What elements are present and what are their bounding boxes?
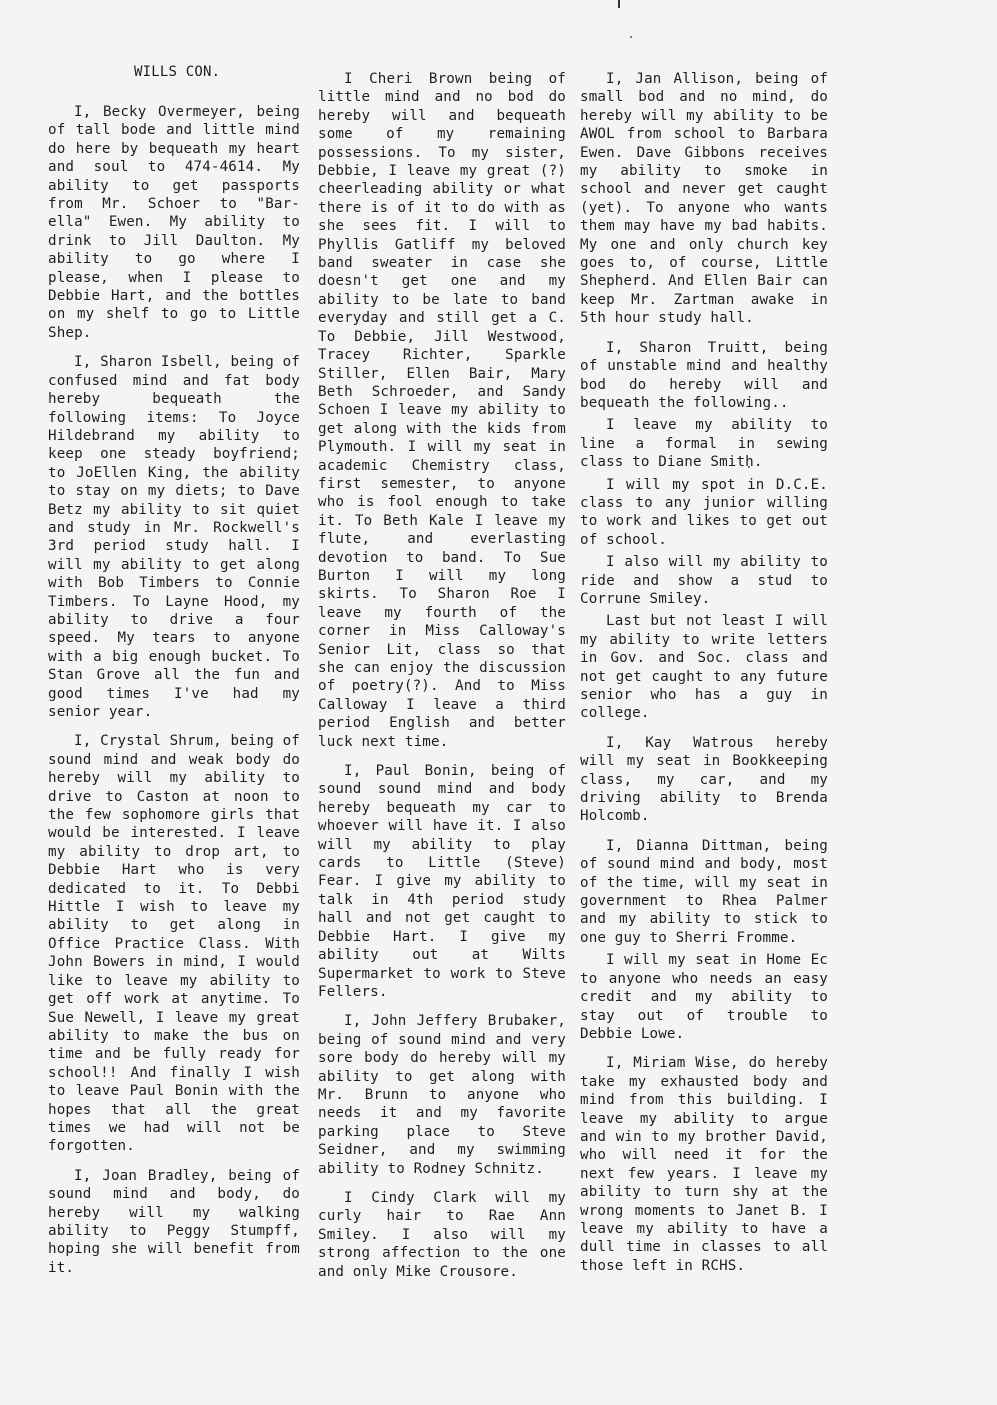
will-paragraph: Last but not least I will my ability to write letters in Gov. and Soc. class and not get caught to any future senior who has a guy in college.: [580, 613, 828, 722]
will-paragraph: I Cheri Brown being of little mind and no bod do hereby will and bequeath some of my remaining possessions. To my sister, Debbie, I leave my great (?) cheerleading ability or what there is of it to do with as she sees fit. I will to Phyllis Gatliff my beloved band sweater in case she doesn't get one and my ability to be late to band everyday and still get a C. To Debbie, Jill Westwood, Tracey Richter, Sparkle Stiller, Ellen Bair, Mary Beth Schroeder, and Sandy Schoen I leave my ability to get along with the kids from Plymouth. I will my seat in academic Chemistry class, first semester, to anyone who is fool enough to take it. To Beth Kale I leave my flute, and everlasting devotion to band. To Sue Burton I will my long skirts. To Sharon Roe I leave my fourth of the corner in Miss Calloway's Senior Lit, class so that she can enjoy the discussion of poetry(?). And to Miss Calloway I leave a third period English and better luck next time.: [318, 71, 566, 750]
will-paragraph: I Cindy Clark will my curly hair to Rae Ann Smiley. I also will my strong affection to the one and only Mike Crousore.: [318, 1189, 566, 1280]
will-paragraph: I will my seat in Home Ec to anyone who needs an easy credit and my ability to stay out of trouble to Debbie Lowe.: [580, 952, 828, 1042]
will-paragraph: I, Dianna Dittman, being of sound mind and body, most of the time, will my seat in government to Rhea Palmer and my ability to stick to one guy to Sherri Fromme.: [580, 837, 828, 946]
will-paragraph: I, Jan Allison, being of small bod and no mind, do hereby will my ability to be AWOL from school to Barbara Ewen. Dave Gibbons receives my ability to smoke in school and never get caught (yet). To anyone who wants them may have my bad habits. My one and only church key goes to, of course, Little Shepherd. And Ellen Bair can keep Mr. Zartman awake in 5th hour study hall.: [580, 71, 828, 327]
column-2: [318, 58, 566, 1292]
will-paragraph: I, Sharon Truitt, being of unstable mind and healthy bod do hereby will and bequeath the following..: [580, 339, 828, 411]
page-heading: WILLS CON.: [134, 64, 221, 80]
will-paragraph: I, Miriam Wise, do hereby take my exhausted body and mind from this building. I leave my ability to argue and win to my brother David, who will need it for the next few years. I leave my ability to turn shy at the wrong moments to Janet B. I leave my ability to have a dull time in classes to all those left in RCHS.: [580, 1055, 828, 1274]
will-paragraph: I, Paul Bonin, being of sound sound mind and body hereby bequeath my car to whoever will have it. I also will my ability to play cards to Little (Steve) Fear. I give my ability to talk in 4th period study hall and not get caught to Debbie Hart. I give my ability out at Wilts Supermarket to work to Steve Fellers.: [318, 763, 566, 1000]
column-1: [48, 58, 300, 1288]
will-paragraph: I leave my ability to line a formal in sewing class to Diane Smith.: [580, 417, 828, 471]
will-paragraph: I, Joan Bradley, being of sound mind and body, do hereby will my walking ability to Peggy Stumpff, hoping she will benefit from it.: [48, 1167, 300, 1276]
scan-mark: [618, 0, 620, 8]
column-3: [580, 58, 828, 1286]
will-paragraph: I, John Jeffery Brubaker, being of sound mind and very sore body do hereby will my ability to get along with Mr. Brunn to anyone who needs it and my favorite parking place to Steve Seidner, and my swimming ability to Rodney Schnitz.: [318, 1013, 566, 1177]
will-paragraph: I, Crystal Shrum, being of sound mind and weak body do hereby will my ability to drive to Caston at noon to the few sophomore girls that would be interested. I leave my ability to drop art, to Debbie Hart who is very dedicated to it. To Debbi Hittle I wish to leave my ability to get along in Office Practice Class. With John Bowers in mind, I would like to leave my ability to get off work at anytime. To Sue Newell, I leave my great ability to make the bus on time and be fully ready for school!! And finally I wish to leave Paul Bonin with the hopes that all the great times we had will not be forgotten.: [48, 733, 300, 1155]
will-paragraph: I, Sharon Isbell, being of confused mind and fat body hereby bequeath the following items: To Joyce Hildebrand my ability to keep one steady boyfriend; to JoEllen King, the ability to stay on my diets; to Dave Betz my ability to sit quiet and study in Mr. Rockwell's 3rd period study hall. I will my ability to get along with Bob Timbers to Connie Timbers. To Layne Hood, my ability to drive a four speed. My tears to anyone with a big enough bucket. To Stan Grove all the fun and good times I've had my senior year.: [48, 354, 300, 720]
will-paragraph: I also will my ability to ride and show a stud to Corrune Smiley.: [580, 554, 828, 607]
will-paragraph: I will my spot in D.C.E. class to any junior willing to work and likes to get out of school.: [580, 476, 828, 548]
scan-speck: [630, 36, 632, 38]
will-paragraph: I, Kay Watrous hereby will my seat in Bookkeeping class, my car, and my driving ability to Brenda Holcomb.: [580, 734, 828, 825]
will-paragraph: I, Becky Overmeyer, being of tall bode and little mind do here by bequeath my heart and soul to 474-4614. My ability to get passports from Mr. Schoer to "Bar-ella" Ewen. My ability to drink to Jill Daulton. My ability to go where I please, when I please to Debbie Hart, and the bottles on my shelf to go to Little Shep.: [48, 104, 300, 341]
